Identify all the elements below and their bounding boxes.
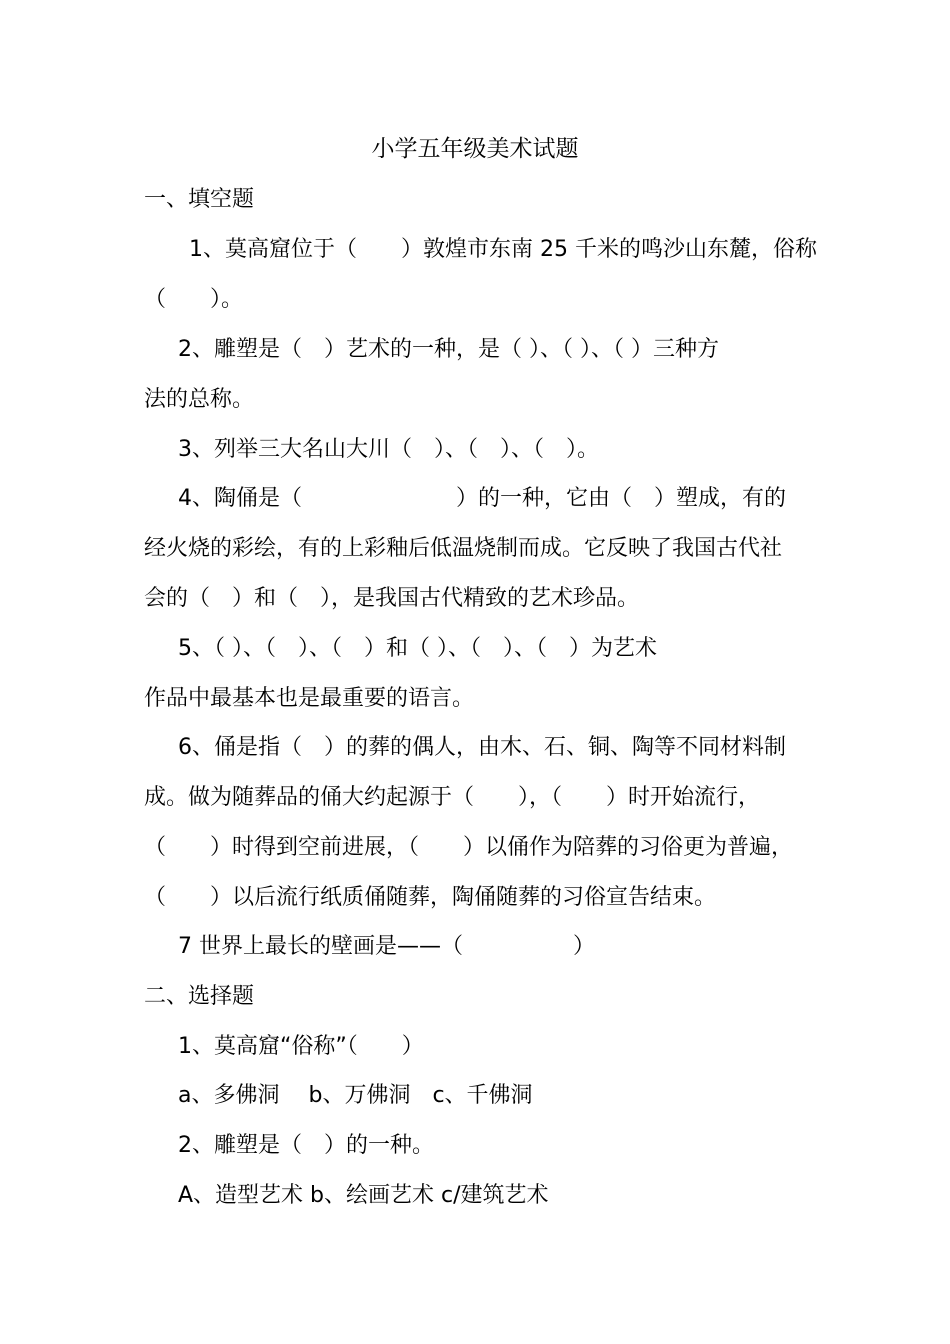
question-6-line-1: 6、俑是指（ ）的葬的偶人，由木、石、铜、陶等不同材料制 bbox=[178, 735, 786, 760]
question-2-line-1: 2、雕塑是（ ）艺术的一种，是（ ）、（ ）、（ ）三种方 bbox=[178, 337, 719, 362]
page-title: 小学五年级美术试题 bbox=[371, 136, 579, 162]
choice-question-1: 1、莫高窟“俗称”（ ） bbox=[178, 1034, 424, 1059]
question-7-line-1: 7 世界上最长的壁画是——（ ） bbox=[178, 934, 595, 959]
choice-question-2-options: A、造型艺术 b、绘画艺术 c/建筑艺术 bbox=[178, 1183, 549, 1208]
question-3-line-1: 3、列举三大名山大川（ ）、（ ）、（ ）。 bbox=[178, 437, 599, 462]
question-6-line-4: （ ）以后流行纸质俑随葬，陶俑随葬的习俗宣告结束。 bbox=[144, 885, 717, 910]
question-4-line-2: 经火烧的彩绘，有的上彩釉后低温烧制而成。它反映了我国古代社 bbox=[144, 536, 783, 561]
choice-question-1-options: a、多佛洞 b、万佛洞 c、千佛洞 bbox=[178, 1083, 533, 1108]
question-4-line-1: 4、陶俑是（ ）的一种，它由（ ）塑成，有的 bbox=[178, 486, 786, 511]
question-2-line-2: 法的总称。 bbox=[144, 387, 255, 412]
question-5-line-2: 作品中最基本也是最重要的语言。 bbox=[144, 686, 475, 711]
choice-question-2: 2、雕塑是（ ）的一种。 bbox=[178, 1133, 434, 1158]
section-heading-fill-in: 一、填空题 bbox=[144, 187, 255, 212]
question-6-line-2: 成。做为随葬品的俑大约起源于（ ），（ ）时开始流行， bbox=[144, 785, 761, 810]
question-5-line-1: 5、（ ）、（ ）、（ ）和（ ）、（ ）、（ ）为艺术 bbox=[178, 636, 657, 661]
question-1-line-1: 1、莫高窟位于（ ）敦煌市东南 25 千米的鸣沙山东麓，俗称 bbox=[189, 237, 817, 262]
question-6-line-3: （ ）时得到空前进展，（ ）以俑作为陪葬的习俗更为普遍， bbox=[144, 835, 794, 860]
question-4-line-3: 会的（ ）和（ ），是我国古代精致的艺术珍品。 bbox=[144, 586, 640, 611]
section-heading-multiple-choice: 二、选择题 bbox=[144, 984, 255, 1009]
question-1-line-2: （ ）。 bbox=[144, 287, 244, 312]
